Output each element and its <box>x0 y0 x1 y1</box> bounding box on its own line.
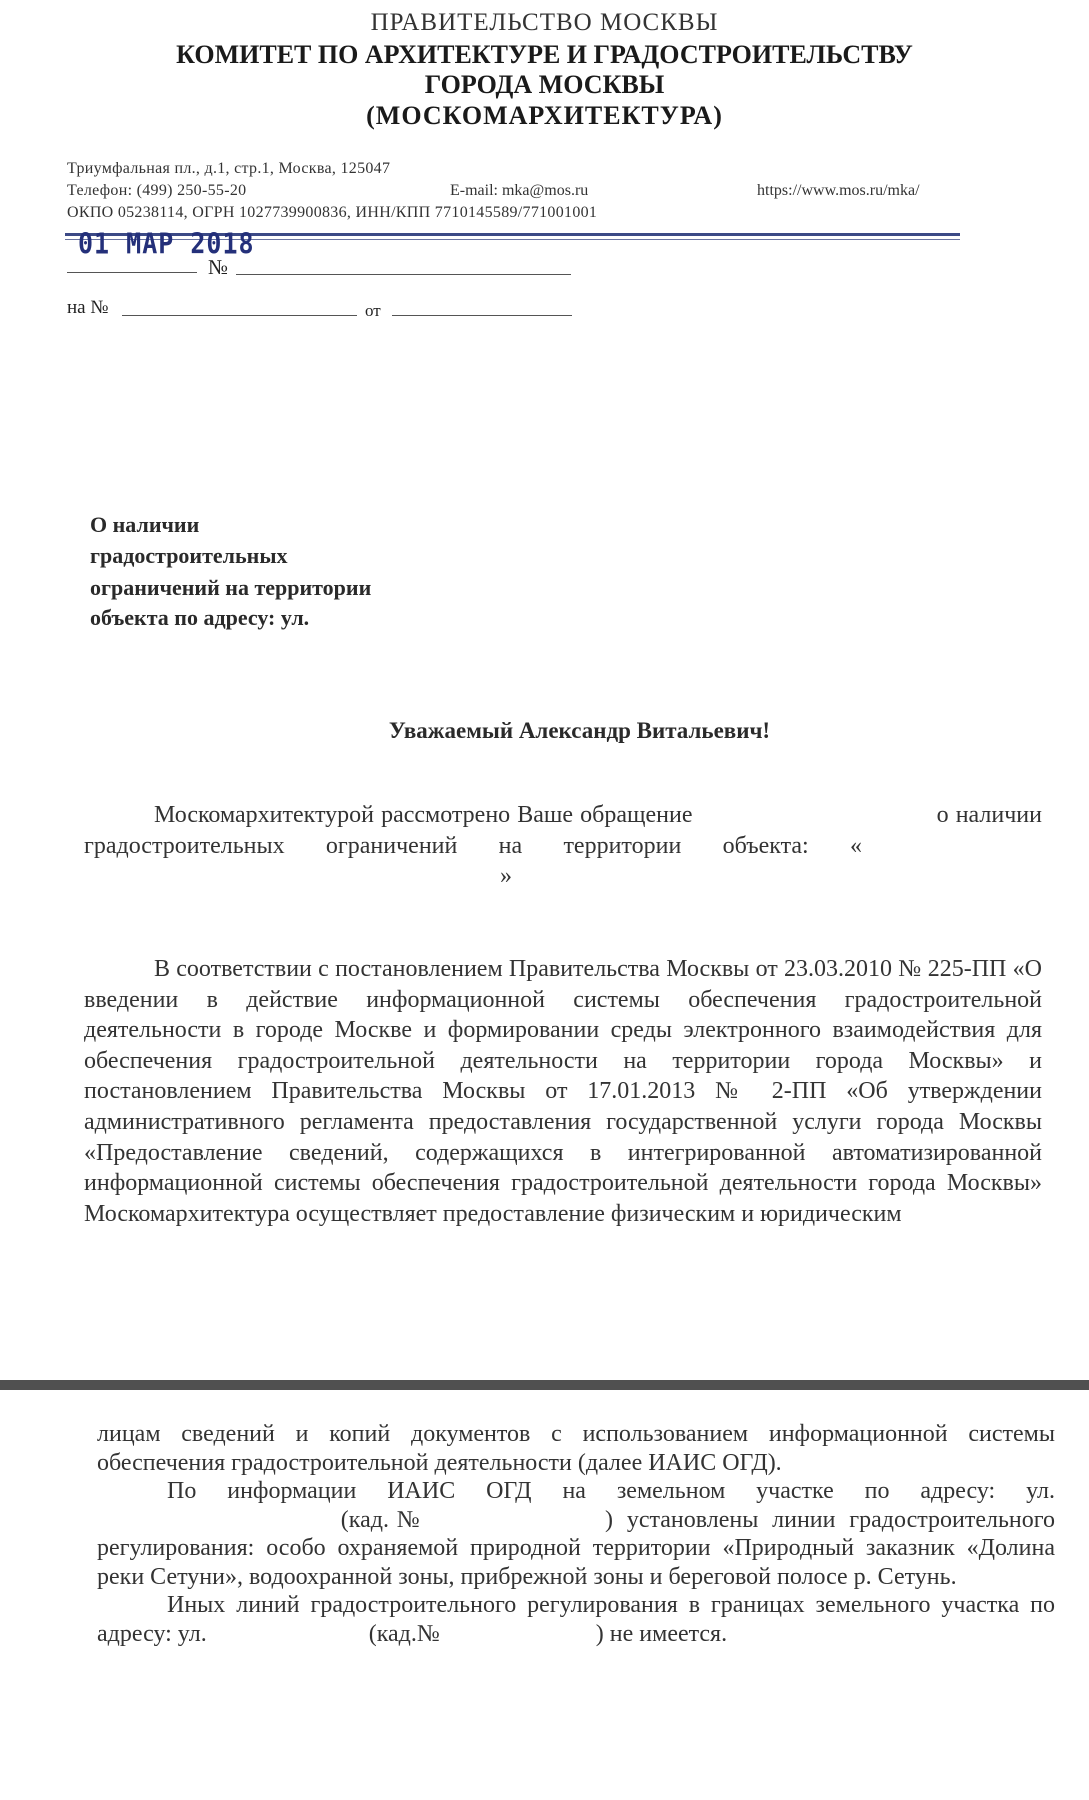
paragraph-1 <box>84 800 1042 892</box>
date-stamp: 01 МАР 2018 <box>78 226 255 261</box>
paragraph-4-start: Иных линий градостроительного регулирования в границах земельного участка по адресу: ул. <box>97 1592 1055 1647</box>
paragraph-1-mid: о наличии градостроительных ограничений на территории объекта: « <box>84 802 1042 859</box>
paragraph-1-start: Москомархитектурой рассмотрено Ваше обращение <box>154 802 693 828</box>
redacted-text <box>84 866 314 890</box>
committee-title-line3: (МОСКОМАРХИТЕКТУРА) <box>366 101 723 130</box>
paragraph-3-start: По информации ИАИС ОГД на земельном участке по адресу: ул. <box>167 1478 1055 1504</box>
subject-line-3: ограничений на территории <box>90 575 372 600</box>
subject-line-2: градостроительных <box>90 543 288 568</box>
paragraph-4 <box>97 1591 1055 1648</box>
redacted-text <box>213 1623 363 1647</box>
website-url: https://www.mos.ru/mka/ <box>757 182 920 199</box>
government-title: ПРАВИТЕЛЬСТВО МОСКВЫ <box>370 9 719 36</box>
reply-to-underline <box>122 315 357 316</box>
redacted-text <box>700 804 930 828</box>
paragraph-4-cadastral-label: (кад.№ <box>368 1620 440 1647</box>
page-2-text <box>97 1420 1055 1648</box>
committee-title-line2: ГОРОДА МОСКВЫ <box>424 70 665 99</box>
paragraph-2 <box>84 954 1042 1229</box>
redacted-text <box>441 1509 591 1533</box>
committee-title-line1: КОМИТЕТ ПО АРХИТЕКТУРЕ И ГРАДОСТРОИТЕЛЬСТВУ <box>176 40 913 69</box>
subject-line-4: объекта по адресу: ул. <box>90 605 310 630</box>
reply-from-underline <box>392 315 572 316</box>
page-separator <box>0 1380 1089 1390</box>
reply-to-label: на № <box>67 297 109 318</box>
paragraph-3 <box>97 1477 1055 1591</box>
greeting: Уважаемый Александр Витальевич! <box>388 718 771 743</box>
redacted-text <box>446 1623 596 1647</box>
phone-number: Телефон: (499) 250-55-20 <box>67 182 247 199</box>
paragraph-4-end: ) не имеется. <box>595 1620 728 1647</box>
paragraph-3-cadastral-label: (кад.№ <box>340 1506 428 1533</box>
paragraph-3-end: ) установлены линии градостроительного регулирования: особо охраняемой природной территории «Природный заказник «Долина реки Сетуни», водоохранной зоны, прибрежной зоны и береговой полосе р. Сетунь. <box>97 1506 1056 1590</box>
date-underline <box>67 272 197 273</box>
outgoing-number-label: № <box>208 255 229 279</box>
email-address: E-mail: mka@mos.ru <box>450 182 589 199</box>
subject-line-1: О наличии <box>90 512 200 537</box>
paragraph-2-continued: лицам сведений и копий документов с использованием информационной системы обеспечения градостроительной деятельности (далее ИАИС ОГД). <box>97 1421 1055 1476</box>
paragraph-1-end: » <box>500 863 512 890</box>
redacted-text <box>862 835 1042 859</box>
paragraph-2-text: В соответствии с постановлением Правительства Москвы от 23.03.2010 № 225-ПП «О введении в действие информационной системы обеспечения градостроительной деятельности в городе Москве и формировании среды электронного взаимодействия для обеспечения градостроительной деятельности на территории города Москвы» и постановлением Правительства Москвы от 17.01.2013 № 2-ПП «Об утверждении административного регламента предоставления государственной услуги города Москвы «Предоставление сведений, содержащихся в интегрированной автоматизированной информационной системы обеспечения градостроительной деятельности города Москвы» Москомархитектура осуществляет предоставление физическим и юридическим <box>84 956 1042 1227</box>
organization-codes: ОКПО 05238114, ОГРН 1027739900836, ИНН/КПП 7710145589/771001001 <box>67 204 598 221</box>
redacted-text <box>314 866 494 890</box>
postal-address: Триумфальная пл., д.1, стр.1, Москва, 125047 <box>67 160 391 177</box>
reply-from-label: от <box>365 301 381 320</box>
outgoing-number-underline <box>236 274 571 275</box>
redacted-text <box>97 1509 327 1533</box>
letter-page-2 <box>0 1390 1089 1800</box>
